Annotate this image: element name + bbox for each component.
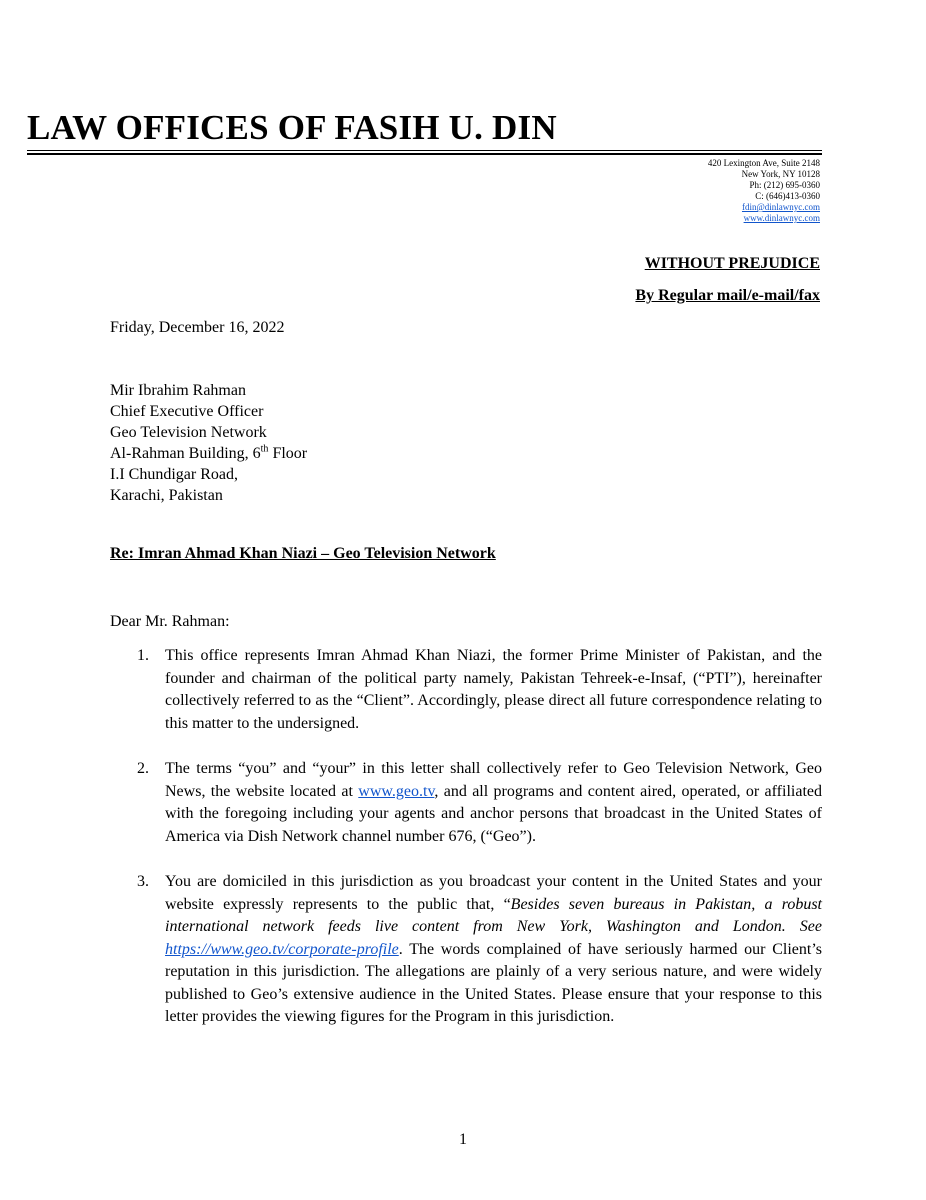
without-prejudice-heading: WITHOUT PREJUDICE <box>644 255 820 272</box>
address-line2: New York, NY 10128 <box>741 169 820 179</box>
recipient-building: Al-Rahman Building, 6th Floor <box>110 443 308 462</box>
corporate-profile-link[interactable]: https://www.geo.tv/corporate-profile <box>165 940 399 958</box>
paragraph-1 <box>137 645 822 735</box>
paragraph-text: This office represents Imran Ahmad Khan Niazi, the former Prime Minister of Pakistan, and the founder and chairman of the political party namely, Pakistan Tehreek-e-Insaf, (“PTI”), hereinafter collectively referred to as the “Client”. Accordingly, please direct all future correspondence relating to this matter to the undersigned. <box>165 647 822 732</box>
letter-date: Friday, December 16, 2022 <box>110 319 285 336</box>
page-number: 1 <box>459 1131 467 1148</box>
recipient-address <box>110 380 307 506</box>
paragraph-number: 1. <box>137 647 149 664</box>
recipient-road: I.I Chundigar Road, <box>110 466 238 483</box>
paragraph-3 <box>137 871 822 1029</box>
paragraph-number: 2. <box>137 760 149 777</box>
letterhead-rule-thin <box>27 150 822 151</box>
address-line1: 420 Lexington Ave, Suite 2148 <box>707 158 820 168</box>
salutation: Dear Mr. Rahman: <box>110 613 230 630</box>
geo-website-link[interactable]: www.geo.tv <box>358 782 435 800</box>
recipient-title: Chief Executive Officer <box>110 403 264 420</box>
letterhead-rule-thick <box>27 153 822 155</box>
delivery-method: By Regular mail/e-mail/fax <box>635 287 820 304</box>
re-line: Re: Imran Ahmad Khan Niazi – Geo Television Network <box>110 545 496 562</box>
recipient-company: Geo Television Network <box>110 424 267 441</box>
contact-block <box>708 158 820 224</box>
cell-number: C: (646)413-0360 <box>755 191 820 201</box>
paragraph-number: 3. <box>137 873 149 890</box>
email-link[interactable]: fdin@dinlawnyc.com <box>741 202 820 212</box>
recipient-city: Karachi, Pakistan <box>110 487 223 504</box>
phone-number: Ph: (212) 695-0360 <box>749 180 820 190</box>
recipient-name: Mir Ibrahim Rahman <box>110 382 246 399</box>
paragraph-2 <box>137 758 822 848</box>
paragraph-text: You are domiciled in this jurisdiction as you broadcast your content in the United States and your website expressly represents to the public that, “Besides seven bureaus in Pakistan, a robust international network feeds live content from New York, Washington and London. See https://www.geo.tv/corporate-profile. The words complained of have seriously harmed our Client’s reputation in this jurisdiction. The allegations are plainly of a very serious nature, and were widely published to Geo’s extensive audience in the United States. Please ensure that your response to this letter provides the viewing figures for the Program in this jurisdiction. <box>165 873 822 1025</box>
firm-name: LAW OFFICES OF FASIH U. DIN <box>27 108 557 147</box>
website-link[interactable]: www.dinlawnyc.com <box>743 213 820 223</box>
paragraph-text: The terms “you” and “your” in this letter shall collectively refer to Geo Television Network, Geo News, the website located at www.geo.tv, and all programs and content aired, operated, or affiliated with the foregoing including your agents and anchor persons that broadcast in the United States of America via Dish Network channel number 676, (“Geo”). <box>165 760 822 845</box>
